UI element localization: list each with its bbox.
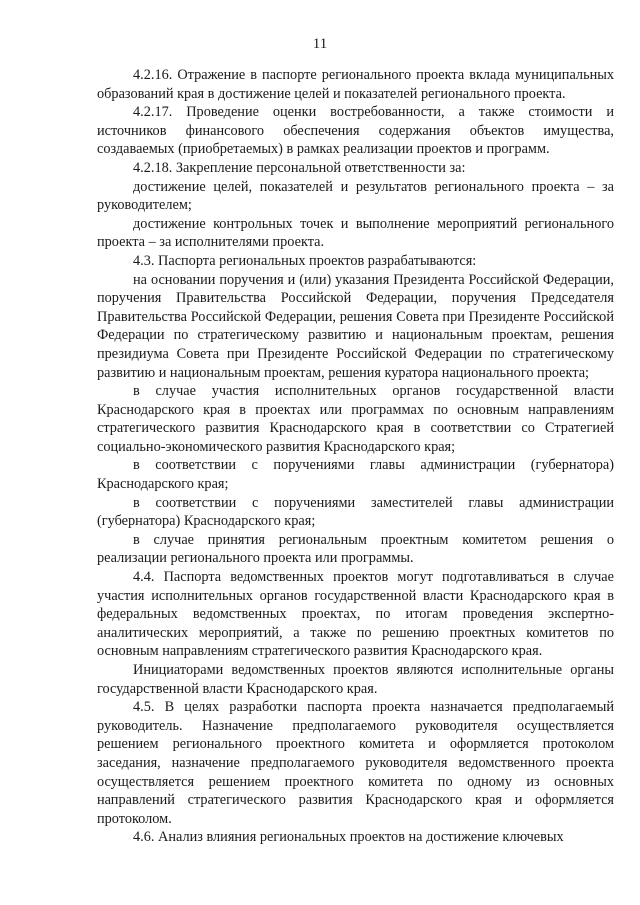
list-item-basis-committee: в случае принятия региональным проектным комитетом решения о реализации регионального проекта или программы. [97, 531, 614, 567]
list-item-basis-president: на основании поручения и (или) указания Президента Российской Федерации, поручения Правительства Российской Федерации, поручения Председателя Правительства Российской Федерации, решения Совета при Президенте Российской Федерации по стратегическому развитию и национальным проектам, решения президиума Совета при Президенте Российской Федерации по стратегическому развитию и национальным проектам, решения куратора национального проекта; [97, 271, 614, 381]
list-item-responsibility-control-points: достижение контрольных точек и выполнение мероприятий регионального проекта – за исполнителями проекта. [97, 215, 614, 251]
list-item-basis-participation: в случае участия исполнительных органов государственной власти Краснодарского края в проектах или программах по основным направлениям стратегического развития Краснодарского края в соответствии со Стратегией социально-экономического развития Краснодарского края; [97, 383, 614, 455]
list-item-basis-deputies: в соответствии с поручениями заместителей главы администрации (губернатора) Краснодарского края; [97, 494, 614, 530]
page-number: 11 [312, 36, 328, 52]
paragraph-4-5: 4.5. В целях разработки паспорта проекта назначается предполагаемый руководитель. Назначение предполагаемого руководителя осуществляется решением регионального проектного комитета и оформляется протоколом заседания, назначение предполагаемого руководителя ведомственного проекта осуществляется решением проектного комитета по одному из основных направлений стратегического развития Краснодарского края и оформляется протоколом. [97, 699, 614, 827]
document-body [97, 66, 614, 847]
paragraph-4-6: 4.6. Анализ влияния региональных проектов на достижение ключевых [133, 829, 564, 846]
paragraph-4-2-16: 4.2.16. Отражение в паспорте регионального проекта вклада муниципальных образований края в достижение целей и показателей регионального проекта. [97, 67, 614, 102]
paragraph-4-4: 4.4. Паспорта ведомственных проектов могут подготавливаться в случае участия исполнительных органов государственной власти Краснодарского края в федеральных ведомственных проектах, по итогам проведения экспертно-аналитических мероприятий, а также по решению проектных комитетов по основным направлениям стратегического развития Краснодарского края. [97, 569, 614, 660]
paragraph-4-3: 4.3. Паспорта региональных проектов разрабатываются: [133, 252, 477, 269]
list-item-responsibility-goals: достижение целей, показателей и результатов регионального проекта – за руководителем; [97, 178, 614, 214]
paragraph-initiators: Инициаторами ведомственных проектов являются исполнительные органы государственной власти Краснодарского края. [97, 662, 614, 697]
paragraph-4-2-17: 4.2.17. Проведение оценки востребованности, а также стоимости и источников финансового обеспечения содержания объектов имущества, создаваемых (приобретаемых) в рамках реализации проектов и программ. [97, 104, 614, 158]
paragraph-4-2-18: 4.2.18. Закрепление персональной ответственности за: [133, 159, 466, 176]
list-item-basis-governor: в соответствии с поручениями главы администрации (губернатора) Краснодарского края; [97, 457, 614, 493]
